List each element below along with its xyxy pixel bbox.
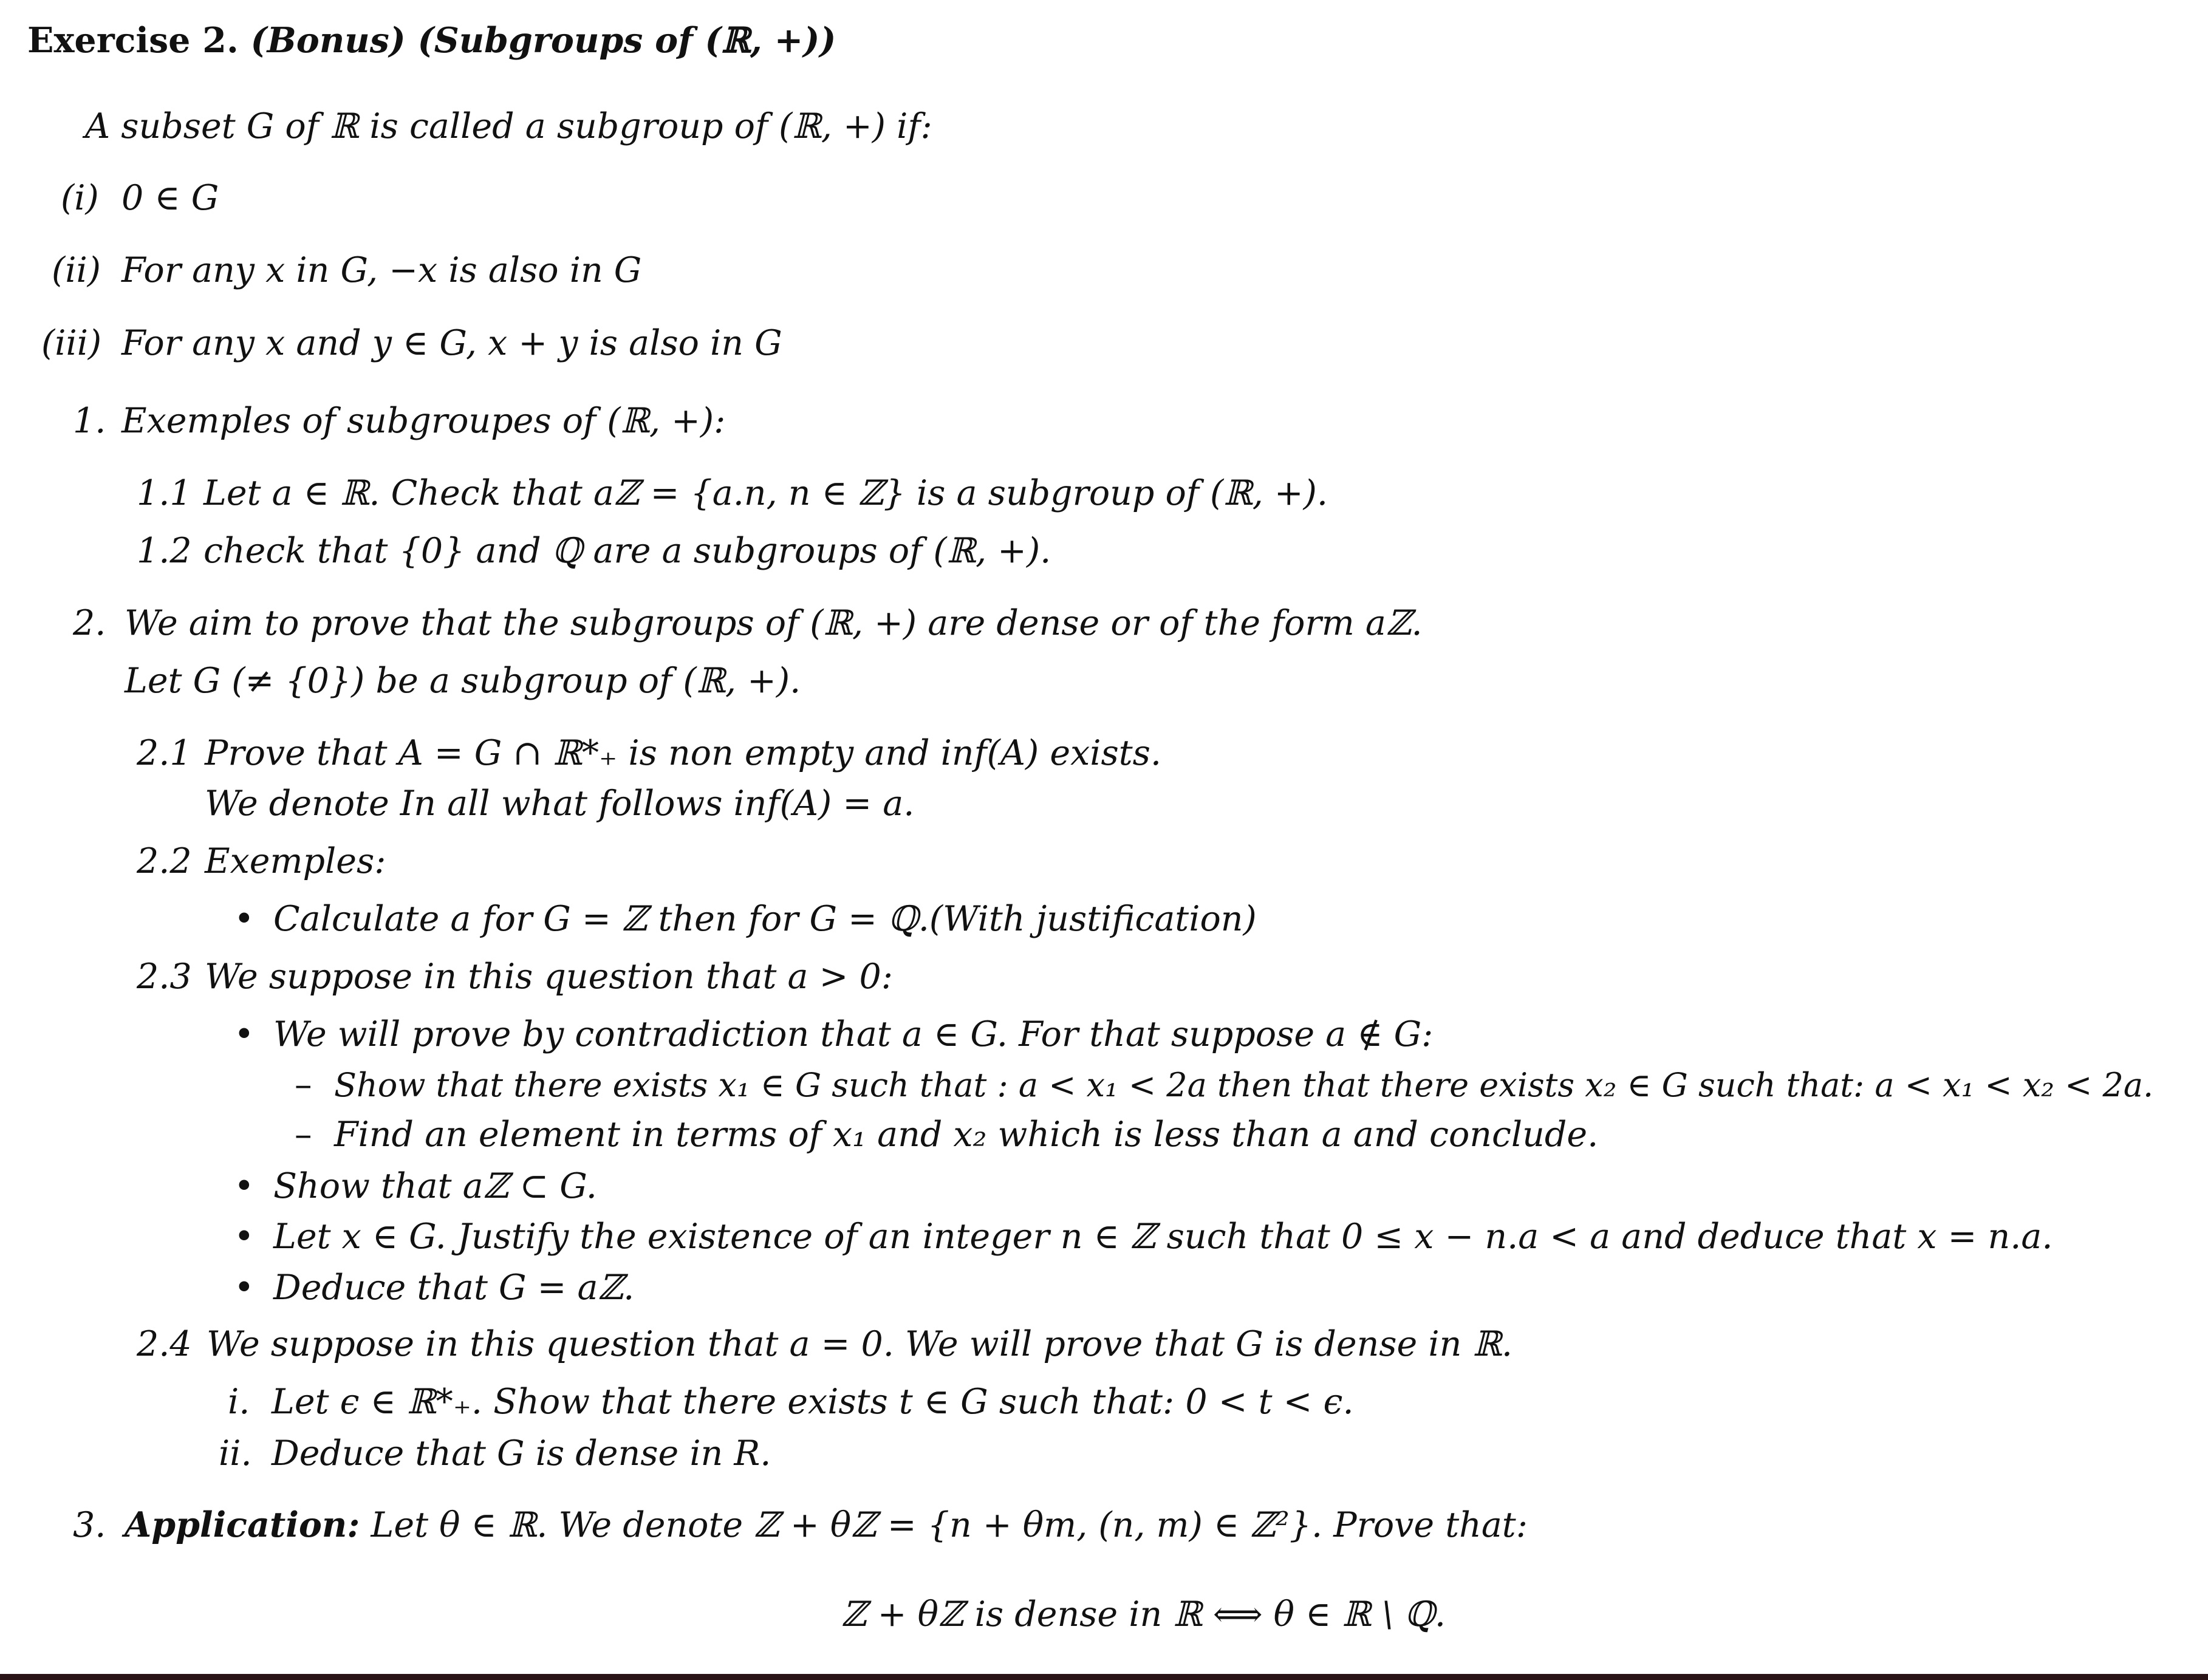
dash-text: Find an element in terms of x₁ and x₂ which is less than a and conclude.: [334, 1115, 1599, 1155]
condition-label: (ii): [52, 250, 101, 290]
subquestion-text: Let a ∈ ℝ. Check that aℤ = {a.n, n ∈ ℤ} is a subgroup of (ℝ, +).: [203, 473, 1328, 513]
bullet-glyph: •: [234, 1166, 255, 1206]
bullet-item: [234, 1268, 635, 1308]
roman-item-ii: [219, 1433, 771, 1473]
dash-item: [295, 1115, 1599, 1155]
subquestion-text: We suppose in this question that a > 0:: [205, 957, 893, 997]
bullet-text: Deduce that G = aℤ.: [273, 1268, 635, 1308]
exercise-title: (Bonus) (Subgroups of (ℝ, +)): [250, 20, 836, 61]
subquestion-2-1: [137, 733, 1162, 773]
bullet-item: [234, 899, 1257, 939]
condition-3: [41, 323, 782, 363]
subquestion-label: 2.3: [137, 957, 192, 997]
exercise-number: Exercise 2.: [27, 20, 239, 61]
subquestion-text: check that {0} and ℚ are a subgroups of (ℝ, +).: [203, 531, 1051, 571]
subquestion-2-4: [137, 1324, 1512, 1364]
bullet-text: Show that aℤ ⊂ G.: [273, 1166, 597, 1206]
question-2: [73, 603, 1423, 643]
condition-label: (i): [61, 178, 99, 218]
bullet-item: [234, 1166, 597, 1206]
roman-label: i.: [228, 1382, 250, 1422]
subquestion-text: Exemples:: [205, 841, 386, 881]
subquestion-label: 2.4: [137, 1324, 192, 1364]
question-2-line-2: Let G (≠ {0}) be a subgroup of (ℝ, +).: [125, 661, 801, 701]
subquestion-1-1: [137, 473, 1328, 513]
dash-item: [295, 1065, 2154, 1105]
subquestion-2-2: [137, 841, 386, 881]
subquestion-label: 1.2: [137, 531, 192, 571]
roman-text: Let ϵ ∈ ℝ*₊. Show that there exists t ∈ G such that: 0 < t < ϵ.: [272, 1382, 1354, 1422]
condition-label: (iii): [41, 323, 102, 363]
bottom-border: [0, 1674, 2208, 1680]
bullet-glyph: •: [234, 899, 255, 939]
dash-text: Show that there exists x₁ ∈ G such that : a < x₁ < 2a then that there exists x₂ ∈ G such that: a < x₁ < x₂ < 2a.: [334, 1066, 2154, 1104]
condition-2: [52, 250, 642, 290]
roman-label: ii.: [219, 1433, 252, 1473]
exercise-heading: [27, 20, 836, 61]
question-text: Exemples of subgroupes of (ℝ, +):: [121, 401, 726, 441]
bullet-glyph: •: [234, 1268, 255, 1308]
intro-text: A subset G of ℝ is called a subgroup of (ℝ, +) if:: [85, 106, 932, 146]
bullet-glyph: •: [234, 1217, 255, 1257]
subquestion-text: We suppose in this question that a = 0. We will prove that G is dense in ℝ.: [207, 1324, 1512, 1364]
question-label: 3.: [73, 1505, 106, 1545]
subquestion-1-2: [137, 531, 1051, 571]
condition-1: [61, 178, 219, 218]
condition-text: For any x and y ∈ G, x + y is also in G: [121, 323, 782, 363]
question-label: 1.: [73, 401, 106, 441]
bullet-glyph: •: [234, 1014, 255, 1054]
condition-text: For any x in G, −x is also in G: [121, 250, 642, 290]
subquestion-2-3: [137, 957, 893, 997]
subquestion-label: 2.2: [137, 841, 192, 881]
question-label: 2.: [73, 603, 106, 643]
application-label: Application:: [125, 1504, 360, 1545]
condition-text: 0 ∈ G: [121, 178, 219, 218]
bullet-item: [234, 1014, 1434, 1054]
dash-glyph: –: [295, 1115, 312, 1155]
question-3: [73, 1504, 1528, 1545]
subquestion-label: 2.1: [137, 733, 192, 773]
display-equation: ℤ + θℤ is dense in ℝ ⟺ θ ∈ ℝ \ ℚ.: [841, 1594, 1446, 1634]
subquestion-label: 1.1: [137, 473, 192, 513]
subquestion-2-1-line-2: We denote In all what follows inf(A) = a.: [205, 784, 915, 824]
bullet-text: Calculate a for G = ℤ then for G = ℚ.(With justification): [273, 899, 1257, 939]
bullet-text: Let x ∈ G. Justify the existence of an integer n ∈ ℤ such that 0 ≤ x − n.a < a and deduce that x = n.a.: [273, 1217, 2053, 1257]
roman-item-i: [228, 1382, 1354, 1422]
question-1: [73, 401, 726, 441]
bullet-item: [234, 1217, 2053, 1257]
dash-glyph: –: [295, 1065, 312, 1105]
subquestion-text: Prove that A = G ∩ ℝ*₊ is non empty and inf(A) exists.: [205, 733, 1162, 773]
question-text: We aim to prove that the subgroups of (ℝ, +) are dense or of the form aℤ.: [125, 603, 1423, 643]
question-text: Let θ ∈ ℝ. We denote ℤ + θℤ = {n + θm, (n, m) ∈ ℤ²}. Prove that:: [371, 1505, 1528, 1545]
bullet-text: We will prove by contradiction that a ∈ G. For that suppose a ∉ G:: [273, 1014, 1434, 1054]
roman-text: Deduce that G is dense in R.: [272, 1433, 771, 1473]
